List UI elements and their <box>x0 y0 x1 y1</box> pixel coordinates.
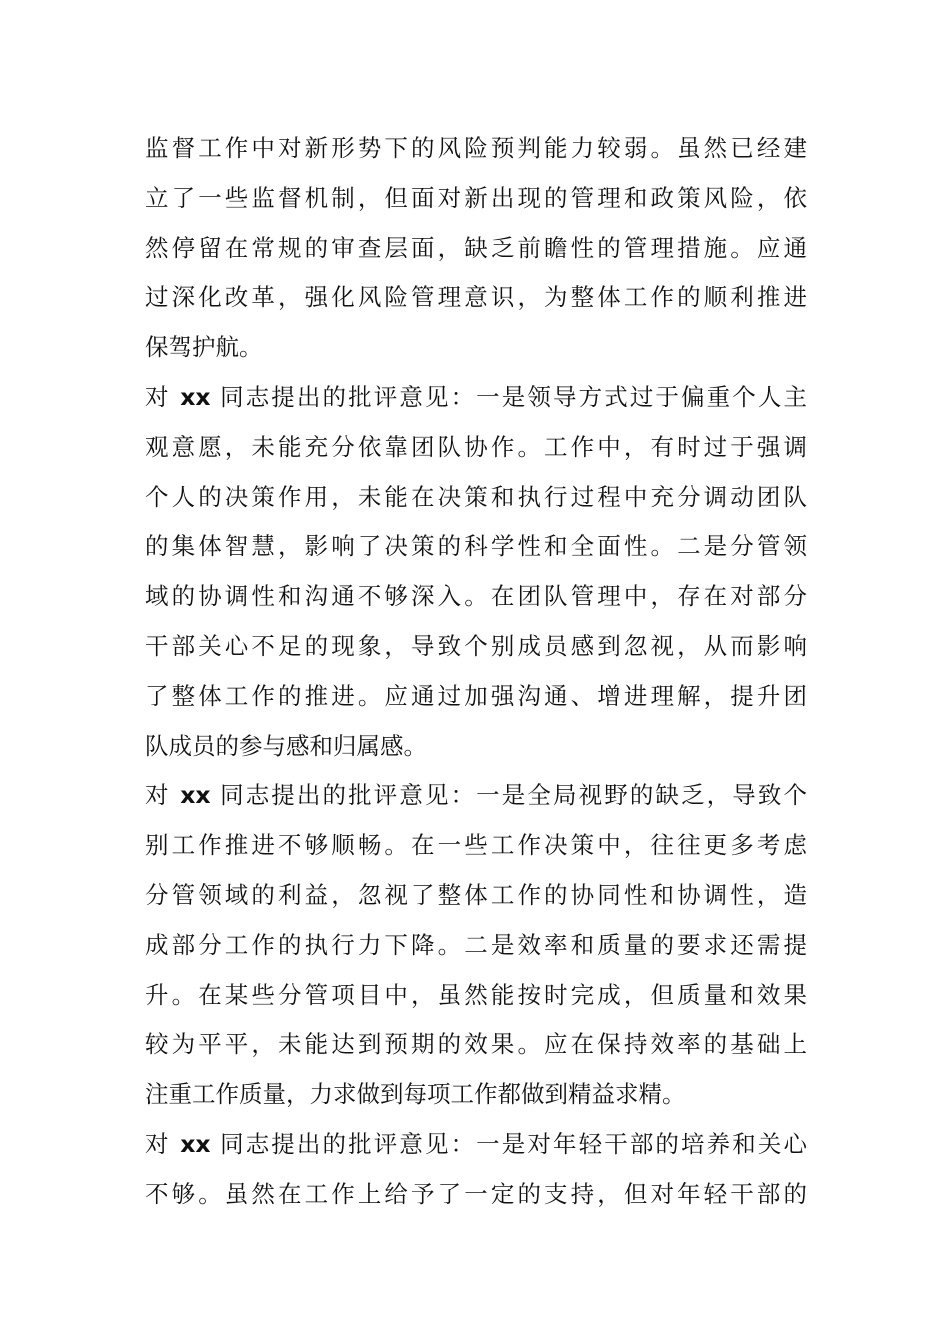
text-line: 对 xx 同志提出的批评意见：一是全局视野的缺乏，导致个 <box>145 781 807 810</box>
document-body <box>145 124 807 1220</box>
text-line: 分管领域的利益，忽视了整体工作的协同性和协调性，造 <box>145 880 807 909</box>
text-line: 干部关心不足的现象，导致个别成员感到忽视，从而影响 <box>145 631 807 660</box>
text-line: 个人的决策作用，未能在决策和执行过程中充分调动团队 <box>145 482 807 511</box>
name-placeholder: xx <box>180 781 211 810</box>
paragraph-criticism-young-cadres <box>145 1120 807 1220</box>
paragraph-risk-supervision <box>145 124 807 373</box>
paragraph-criticism-leadership <box>145 373 807 771</box>
paragraph-criticism-vision <box>145 771 807 1120</box>
text-line: 然停留在常规的审查层面，缺乏前瞻性的管理措施。应通 <box>145 233 807 262</box>
text-line: 观意愿，未能充分依靠团队协作。工作中，有时过于强调 <box>145 432 807 461</box>
text-line: 升。在某些分管项目中，虽然能按时完成，但质量和效果 <box>145 980 807 1009</box>
text-line: 保驾护航。 <box>145 333 263 362</box>
text-line: 过深化改革，强化风险管理意识，为整体工作的顺利推进 <box>145 283 807 312</box>
text-line: 不够。虽然在工作上给予了一定的支持，但对年轻干部的 <box>145 1179 807 1208</box>
text-line: 注重工作质量，力求做到每项工作都做到精益求精。 <box>145 1080 686 1109</box>
text-line: 较为平平，未能达到预期的效果。应在保持效率的基础上 <box>145 1030 807 1059</box>
text-line: 域的协调性和沟通不够深入。在团队管理中，存在对部分 <box>145 582 807 611</box>
name-placeholder: xx <box>180 1129 211 1158</box>
text-line: 监督工作中对新形势下的风险预判能力较弱。虽然已经建 <box>145 134 807 162</box>
text-line: 立了一些监督机制，但面对新出现的管理和政策风险，依 <box>145 183 807 212</box>
text-line: 别工作推进不够顺畅。在一些工作决策中，往往更多考虑 <box>145 831 807 860</box>
text-line: 了整体工作的推进。应通过加强沟通、增进理解，提升团 <box>145 681 807 710</box>
text-line: 对 xx 同志提出的批评意见：一是对年轻干部的培养和关心 <box>145 1129 807 1158</box>
text-line: 的集体智慧，影响了决策的科学性和全面性。二是分管领 <box>145 532 807 561</box>
name-placeholder: xx <box>180 382 211 411</box>
text-line: 对 xx 同志提出的批评意见：一是领导方式过于偏重个人主 <box>145 382 807 411</box>
text-line: 成部分工作的执行力下降。二是效率和质量的要求还需提 <box>145 930 807 959</box>
text-line: 队成员的参与感和归属感。 <box>145 731 427 760</box>
